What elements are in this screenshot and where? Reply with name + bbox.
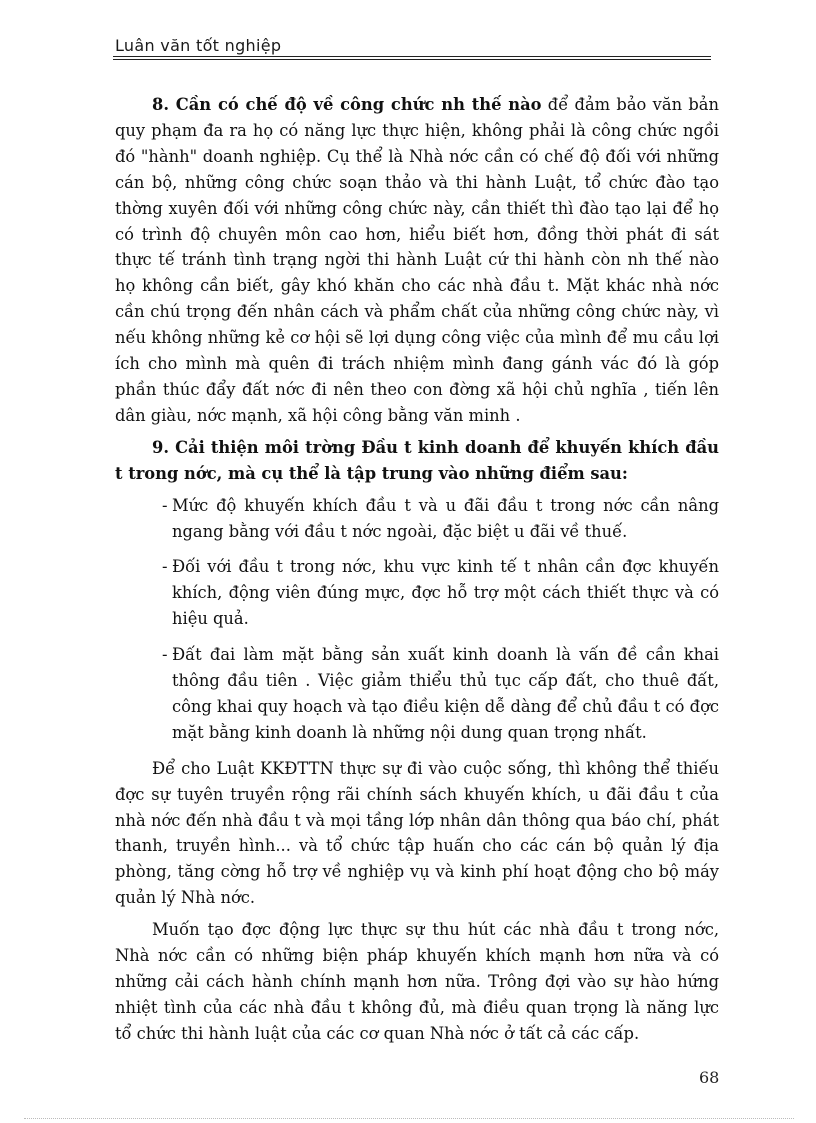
bullet-list (115, 493, 719, 746)
document-body (115, 92, 719, 1053)
bullet-dash: - (162, 645, 168, 665)
bullet-text: Mức độ khuyến khích đầu t và u đãi đầu t trong nớc cần nâng ngang bằng với đầu t nớc ngoài, đặc biệt u đãi về thuế. (172, 495, 719, 541)
closing-paragraph: Để cho Luật KKĐTTN thực sự đi vào cuộc sống, thì không thể thiếu đợc sự tuyên truyền rộng rãi chính sách khuyến khích, u đãi đầu t của nhà nớc đến nhà đầu t và mọi tầng lớp nhân dân thông qua báo chí, phát thanh, truyền hình... và tổ chức tập huấn cho các cán bộ quản lý địa phòng, tăng cờng hỗ trợ về nghiệp vụ và kinh phí hoạt động cho bộ máy quản lý Nhà nớc. (115, 758, 719, 908)
page-header-title: Luân văn tốt nghiệp (115, 36, 282, 55)
header-rule (113, 56, 711, 57)
bullet-dash: - (162, 557, 168, 577)
closing-paragraph: Muốn tạo đợc động lực thực sự thu hút các nhà đầu t trong nớc, Nhà nớc cần có những biện pháp khuyến khích mạnh hơn nữa và có những cải cách hành chính mạnh hơn nữa. Trông đợi vào sự hào hứng nhiệt tình của các nhà đầu t không đủ, mà điều quan trọng là năng lực tổ chức thi hành luật của các cơ quan Nhà nớc ở tất cả các cấp. (115, 920, 719, 1043)
list-item (115, 493, 719, 545)
bullet-dash: - (162, 495, 168, 515)
bullet-text: Đất đai làm mặt bằng sản xuất kinh doanh là vấn đề cần khai thông đầu tiên . Việc giảm thiểu thủ tục cấp đất, cho thuê đất, công khai quy hoạch và tạo điều kiện dễ dàng để chủ đầu t có đợc mặt bằng kinh doanh là những nội dung quan trọng nhất. (172, 645, 719, 742)
section-9-heading: 9. Cải thiện môi trờng Đầu t kinh doanh để khuyến khích đầu t trong nớc, mà cụ thể là tập trung vào những điểm sau: (115, 437, 719, 483)
page-number: 68 (699, 1068, 720, 1087)
section-8-heading: 8. Cần có chế độ về công chức nh thế nào (152, 95, 542, 114)
bullet-text: Đối với đầu t trong nớc, khu vực kinh tế t nhân cần đợc khuyến khích, động viên đúng mực, đợc hỗ trợ một cách thiết thực và có hiệu quả. (172, 557, 719, 629)
list-item (115, 642, 719, 746)
header-rule-secondary (113, 59, 711, 60)
footer-dotted-line (24, 1118, 794, 1119)
section-8-paragraph (115, 92, 719, 429)
list-item (115, 554, 719, 632)
section-8-text: để đảm bảo văn bản quy phạm đa ra họ có năng lực thực hiện, không phải là công chức ngồi đó "hành" doanh nghiệp. Cụ thể là Nhà nớc cần có chế độ đối với những cán bộ, những công chức soạn thảo và thi hành Luật, tổ chức đào tạo thờng xuyên đối với những công chức này, cần thiết thì đào tạo lại để họ có trình độ chuyên môn cao hơn, hiểu biết hơn, đồng thời phát đi sát thực tế tránh tình trạng ngời thi hành Luật cứ thi hành còn nh thế nào họ không cần biết, gây khó khăn cho các nhà đầu t. Mặt khác nhà nớc cần chú trọng đến nhân cách và phẩm chất của những công chức này, vì nếu không những kẻ cơ hội sẽ lợi dụng công việc của mình để mu cầu lợi ích cho mình mà quên đi trách nhiệm mình đang gánh vác đó là góp phần thúc đẩy đất nớc đi nên theo con đờng xã hội chủ nghĩa , tiến lên dân giàu, nớc mạnh, xã hội công bằng văn minh . (115, 95, 719, 425)
